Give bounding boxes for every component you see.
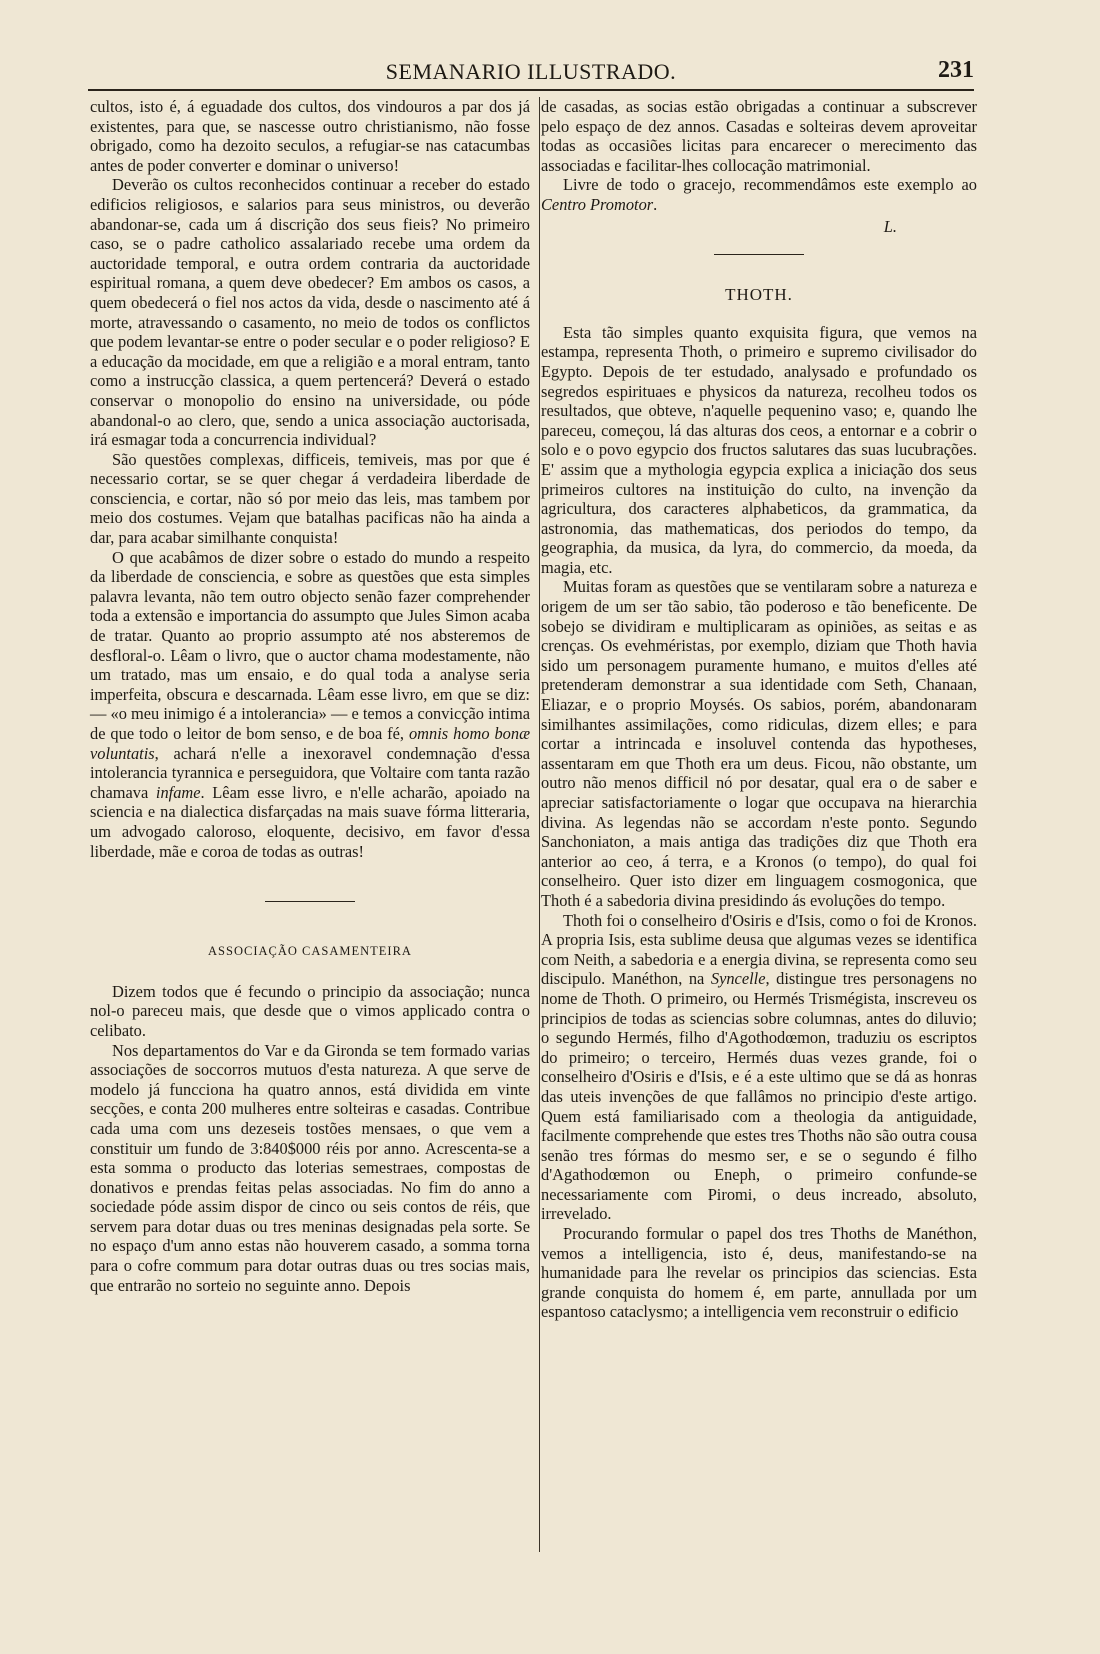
paragraph bbox=[541, 175, 977, 214]
journal-title: SEMANARIO ILLUSTRADO. bbox=[385, 59, 677, 84]
left-column bbox=[90, 97, 530, 1295]
page-number: 231 bbox=[938, 57, 974, 83]
text-run: , achará n'elle a inexoravel condemnação d'essa intolerancia tyrannica e perseguidora, que Voltaire com tanta razão chamava bbox=[90, 743, 530, 802]
author-signature: L. bbox=[883, 216, 897, 236]
italic-phrase: omnis homo bonæ voluntatis bbox=[90, 724, 531, 763]
page-header bbox=[88, 55, 974, 91]
text-run: , distingue tres personagens no nome de Thoth. O primeiro, ou Hermés Trismégista, inscreveu os principios de todas as sciencias sobre columnas, antes do diluvio; o segundo Hermés, filho d'Agothodœmon, traduziu os escriptos do primeiro; o terceiro, Hermés duas vezes grande, foi o conselheiro d'Osiris e d'Isis, e é a este ultimo que se dá as honras das uteis invenções de que fallâmos no principio d'este artigo. Quem está familiarisado com a theologia da antiguidade, facilmente comprehende que estes tres Thoths não são outra cousa senão tres fórmas do mesmo ser, e se o segundo é filho d'Agathodœmon ou Eneph, o primeiro confunde-se necessariamente com Piromi, o deus increado, absoluto, irrevelado. bbox=[541, 969, 977, 1224]
paragraph: Nos departamentos do Var e da Gironda se tem formado varias associações de soccorros mutuos d'esta natureza. A que serve de modelo já funcciona ha quatro annos, está dividida em vinte secções, e conta 200 mulheres entre solteiras e casadas. Contribue cada uma com uns dezeseis tostões mensaes, o que vem a constituir um fundo de 3:840$000 réis por anno. Acrescenta-se a esta somma o producto das loterias semestraes, compostas de donativos e prendas feitas pelas associadas. No fim do anno a sociedade póde assim dispor de cinco ou seis contos de réis, que servem para dotar duas ou tres meninas designadas pela sorte. Se no espaço d'um anno estas não houverem casado, a somma torna para o cofre commum para dotar outras duas ou tres socias mais, que entrarão no sorteio no seguinte anno. Depois bbox=[90, 1040, 530, 1295]
paragraph: São questões complexas, difficeis, temiveis, mas por que é necessario cortar, se se quer chegar á verdadeira liberdade de consciencia, e cortar, não só por meio das leis, mas tambem por meio dos costumes. Vejam que batalhas pacificas não ha ainda a dar, para acabar similhante conquista! bbox=[90, 449, 530, 548]
paragraph bbox=[541, 911, 977, 1225]
right-column bbox=[541, 97, 977, 1322]
paragraph: Deverão os cultos reconhecidos continuar a receber do estado edificios religiosos, e salarios para seus ministros, ou deverão abandonar-se, cada um á discrição dos seus fieis? No primeiro caso, se o padre catholico assalariado recebe uma ordem da auctoridade temporal, e outra ordem contraria da auctoridade espiritual romana, a quem deve obedecer? Em ambos os casos, a quem obedecerá o fiel nos actos da vida, desde o nascimento até á morte, atravessando o casamento, no meio de todos os conflictos que podem levantar-se entre o poder secular e o poder religioso? E a educação da mocidade, em que a religião e a moral entram, tanto como a instrucção classica, a quem pertencerá? Deverá o estado conservar o monopolio do ensino na universidade, ou póde abandonal-o ao clero, que, sendo a unica associação auctorisada, irá esmagar toda a concurrencia individual? bbox=[90, 175, 530, 450]
text-run: Thoth foi o conselheiro d'Osiris e d'Isis, como o foi de Kronos. A propria Isis, esta sublime deusa que algumas vezes se identifica com Neith, a sabedoria e a energia divina, se representa como seu discipulo. Manéthon, na bbox=[541, 910, 977, 989]
italic-word: Syncelle bbox=[710, 969, 766, 989]
paragraph: Esta tão simples quanto exquisita figura, que vemos na estampa, representa Thoth, o primeiro e supremo civilisador do Egypto. Depois de ter estudado, analysado e profundado os segredos espirituaes e physicos da natureza, recolheu todos os resultados, que obteve, n'aquelle pequenino vaso; e, quando lhe pareceu, começou, lá das alturas dos ceos, a entornar e a cobrir o solo e o povo egypcio dos fructos salutares das suas lucubrações. E' assim que a mythologia egypcia explica a iniciação dos seus primeiros cultores na instituição do culto, na invenção da agricultura, dos caracteres alphabeticos, da grammatica, da astronomia, das mathematicas, dos periodos do tempo, da geographia, da musica, da lyra, do commercio, da moeda, da magia, etc. bbox=[541, 322, 977, 577]
section-heading: THOTH. bbox=[725, 285, 793, 305]
section-separator bbox=[265, 901, 355, 902]
text-run: . Lêam esse livro, e n'elle acharão, apoiado na sciencia e na dialectica disfarçadas na mais suave fórma litteraria, um advogado caloroso, eloquente, decisivo, em favor d'essa liberdade, mãe e coroa de todas as outras! bbox=[90, 782, 530, 861]
paragraph: Dizem todos que é fecundo o principio da associação; nunca nol-o pareceu mais, que desde que o vimos applicado contra o celibato. bbox=[90, 981, 530, 1040]
column-divider bbox=[539, 97, 540, 1552]
paragraph bbox=[90, 548, 530, 862]
text-run: O que acabâmos de dizer sobre o estado do mundo a respeito da liberdade de consciencia, e sobre as questões que esta simples palavra levanta, não tem outro objecto senão fazer comprehender toda a extensão e importancia do assumpto que Jules Simon acaba de tratar. Quanto ao proprio assumpto até nos absteremos de desfloral-o. Lêam o livro, que o auctor chama modestamente, não um tratado, mas um ensaio, e do qual toda a analyse seria imperfeita, obscura e descarnada. Lêam esse livro, em que se diz: — «o meu inimigo é a intolerancia» — e temos a convicção intima de que todo o leitor de bom senso, e de boa fé, bbox=[90, 547, 530, 743]
italic-word: infame bbox=[155, 782, 201, 802]
paragraph: Procurando formular o papel dos tres Thoths de Manéthon, vemos a intelligencia, isto é, deus, manifestando-se na humanidade para lhe revelar os principios das sciencias. Esta grande conquista do homem é, em parte, annullada por um espantoso cataclysmo; a intelligencia vem reconstruir o edificio bbox=[541, 1224, 977, 1322]
text-run: . bbox=[653, 194, 658, 214]
text-run: Livre de todo o gracejo, recommendâmos este exemplo ao bbox=[563, 175, 977, 195]
italic-phrase: Centro Promotor bbox=[541, 194, 654, 214]
paragraph: Muitas foram as questões que se ventilaram sobre a natureza e origem de um ser tão sabio, tão poderoso e tão beneficente. De sobejo se dividiram e multiplicaram as opiniões, as seitas e as crenças. Os evehméristas, por exemplo, diziam que Thoth havia sido um personagem puramente humano, e muitos d'elles até pretenderam demonstrar a sua identidade com Seth, Chanaan, Eliazar, e o proprio Moysés. Os sabios, porém, abandonaram similhantes assimilações, como ridiculas, dizem elles; e para cortar a intrincada e insoluvel contenda das hypotheses, assentaram em que Thoth era um deus. Ficou, não obstante, um outro não menos difficil nó por desatar, qual era o de saber e apreciar satisfactoriamente o logar que occupava na hierarchia divina. As legendas não se accordam n'este ponto. Segundo Sanchoniaton, a mais antiga das tradições diz que Thoth era anterior ao ceo, á terra, e a Kronos (o tempo), do qual foi conselheiro. Quer isto dizer em linguagem cosmogonica, que Thoth é a sabedoria divina presidindo ás evoluções do tempo. bbox=[541, 577, 977, 910]
section-separator bbox=[714, 254, 804, 255]
section-heading: ASSOCIAÇÃO CASAMENTEIRA bbox=[208, 944, 412, 959]
paragraph: cultos, isto é, á eguadade dos cultos, dos vindouros a par dos já existentes, para que, se nascesse outro christianismo, não fosse obrigado, como ha dezoito seculos, a refugiar-se nas catacumbas antes de poder converter e dominar o universo! bbox=[90, 97, 530, 175]
paragraph: de casadas, as socias estão obrigadas a continuar a subscrever pelo espaço de dez annos. Casadas e solteiras devem aproveitar todas as occasiões licitas para encarecer o merecimento das associadas e facilitar-lhes collocação matrimonial. bbox=[541, 97, 977, 175]
